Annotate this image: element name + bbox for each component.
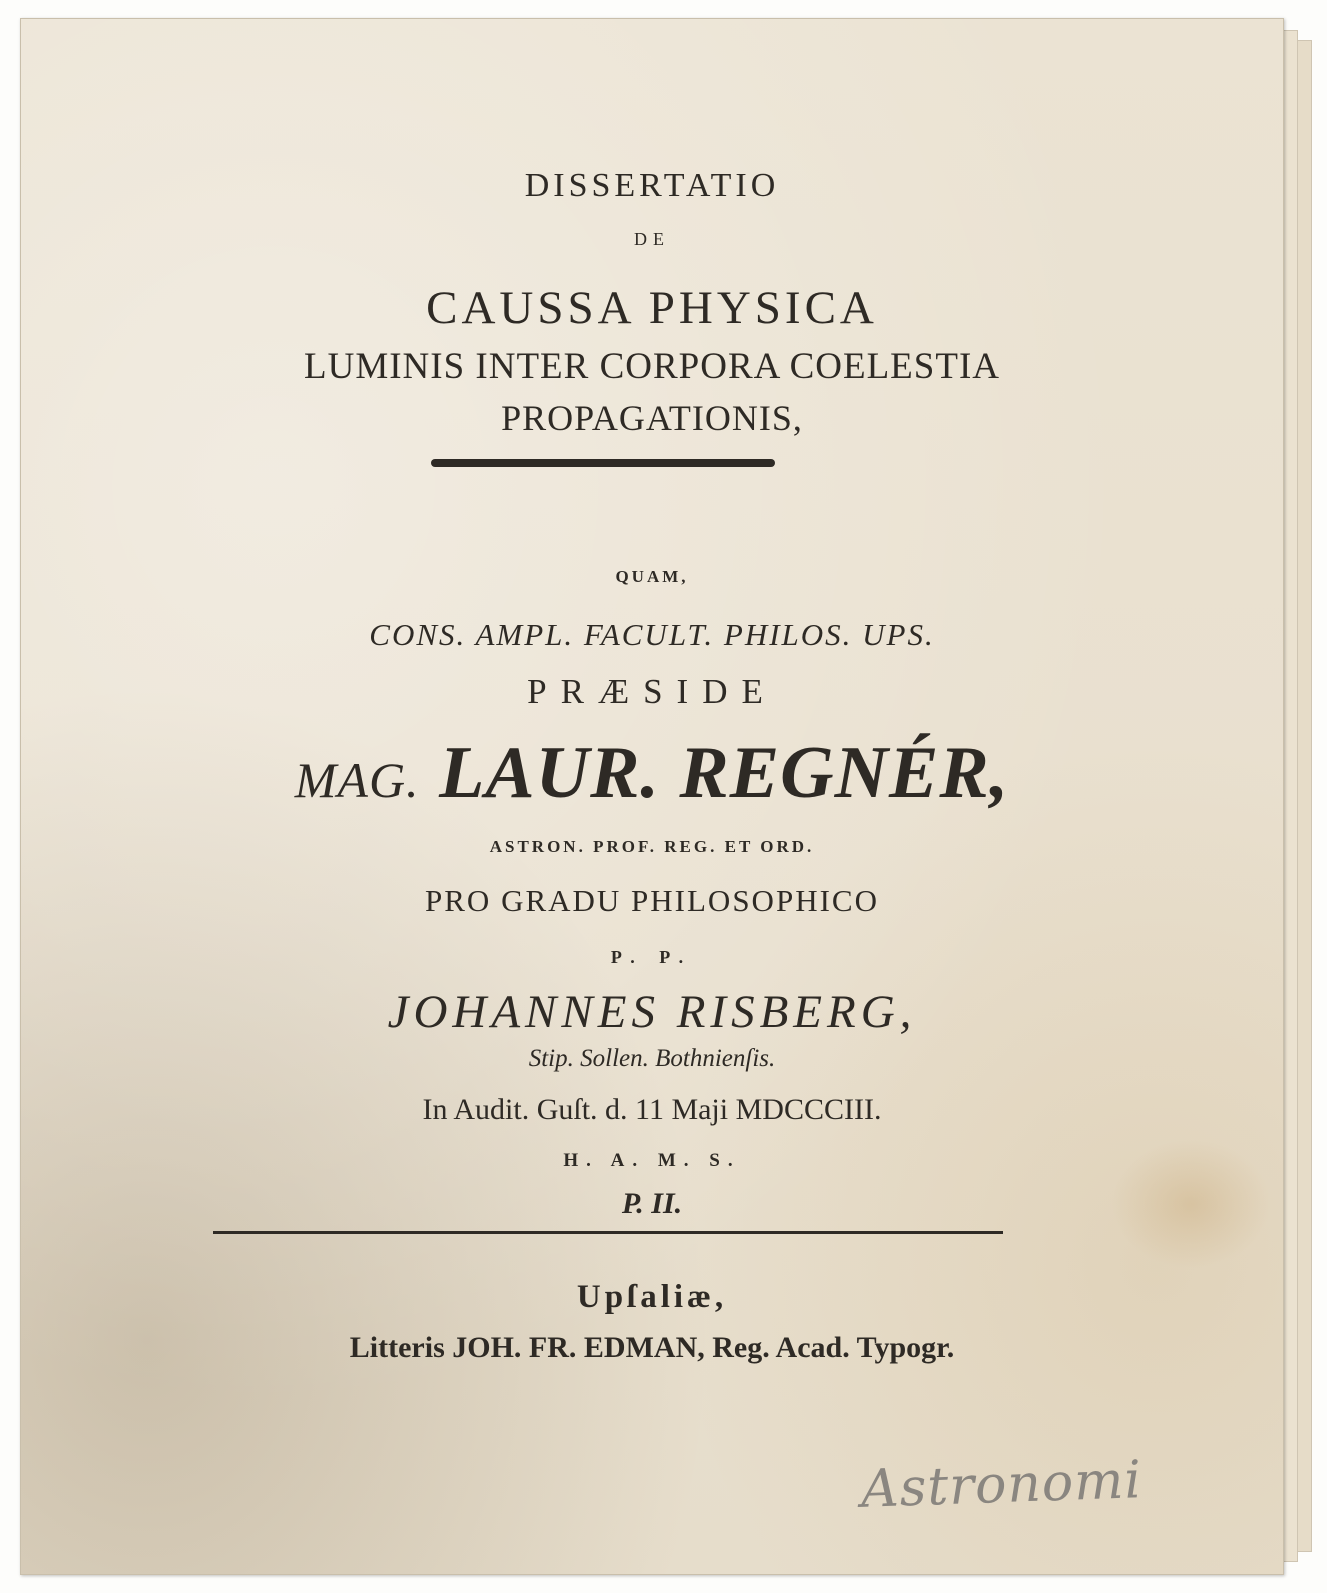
- handwritten-annotation: Astronomi: [860, 1450, 1144, 1520]
- praeside-line: PRÆSIDE: [527, 672, 777, 711]
- hams-line: H. A. M. S.: [563, 1150, 741, 1171]
- ornamental-rule: [431, 459, 775, 467]
- subject-line-1: CAUSSA PHYSICA: [426, 282, 878, 334]
- title-page: [20, 18, 1284, 1575]
- pp-line: P. P.: [610, 947, 694, 967]
- bottom-rule: [213, 1231, 1003, 1234]
- subject-line-3: PROPAGATIONIS,: [501, 398, 803, 438]
- praeses-prefix: MAG.: [294, 752, 420, 808]
- dissertation-heading: DISSERTATIO: [524, 167, 780, 204]
- pro-gradu-line: PRO GRADU PHILOSOPHICO: [425, 883, 879, 918]
- respondent-name: JOHANNES RISBERG,: [387, 986, 917, 1038]
- de-line: DE: [634, 229, 670, 249]
- quam-line: QUAM,: [615, 567, 689, 586]
- part-line: P. II.: [621, 1187, 683, 1220]
- subject-line-2: LUMINIS INTER CORPORA COELESTIA: [304, 346, 1000, 387]
- praeses-name-line: [21, 731, 1283, 816]
- praeses-name: LAUR. REGNÉR,: [439, 732, 1010, 814]
- praeses-title: ASTRON. PROF. REG. ET ORD.: [489, 837, 815, 856]
- consent-line: CONS. AMPL. FACULT. PHILOS. UPS.: [369, 617, 935, 652]
- place-date-line: In Audit. Guſt. d. 11 Maji MDCCCIII.: [422, 1093, 882, 1126]
- imprint-printer: Litteris JOH. FR. EDMAN, Reg. Acad. Typogr.: [349, 1331, 955, 1364]
- imprint-place: Upſaliæ,: [576, 1279, 728, 1315]
- respondent-info: Stip. Sollen. Bothnienſis.: [528, 1045, 776, 1072]
